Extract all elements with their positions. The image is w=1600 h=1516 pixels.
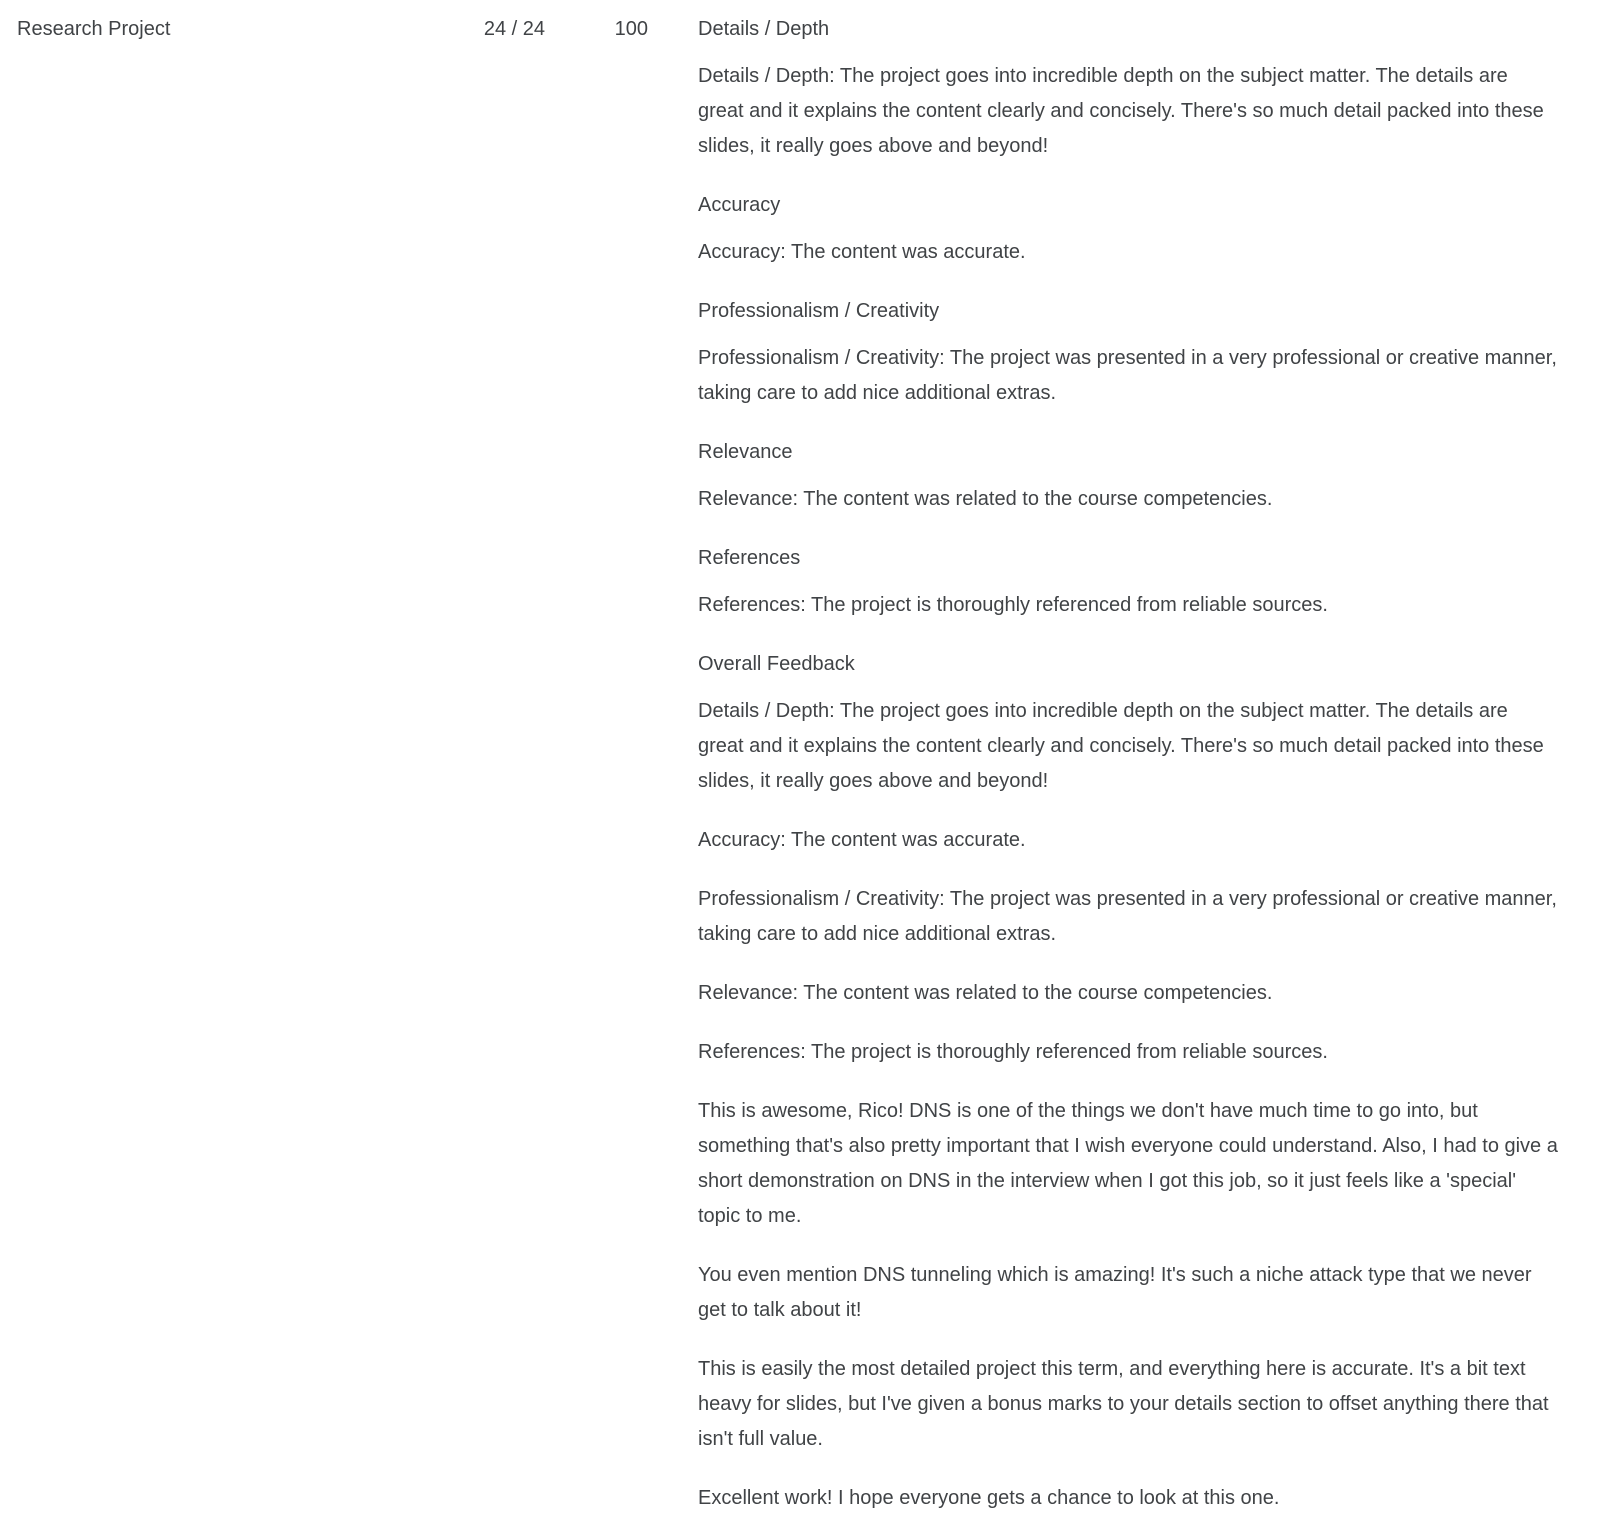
feedback-section-heading: Relevance — [698, 441, 793, 463]
feedback-paragraph: Professionalism / Creativity: The project was presented in a very professional or creative manner, taking care to add nice additional extras. — [698, 888, 1557, 945]
feedback-paragraph: Professionalism / Creativity: The project was presented in a very professional or creative manner, taking care to add nice additional extras. — [698, 347, 1557, 404]
feedback-paragraph: Accuracy: The content was accurate. — [698, 241, 1026, 263]
feedback-section-heading: References — [698, 547, 801, 569]
feedback-paragraph: Excellent work! I hope everyone gets a chance to look at this one. — [698, 1487, 1280, 1509]
feedback-paragraph: This is easily the most detailed project this term, and everything here is accurate. It's a bit text heavy for slides, but I've given a bonus marks to your details section to offset anything there that isn't full value. — [698, 1358, 1549, 1450]
feedback-paragraph: References: The project is thoroughly referenced from reliable sources. — [698, 594, 1328, 616]
feedback-paragraph: Accuracy: The content was accurate. — [698, 829, 1026, 851]
feedback-section-heading: Overall Feedback — [698, 653, 855, 675]
grade-points-value: 24 / 24 — [483, 18, 545, 40]
feedback-section-heading: Accuracy — [698, 194, 781, 216]
feedback-column — [698, 12, 1558, 1516]
feedback-paragraph: You even mention DNS tunneling which is amazing! It's such a niche attack type that we never get to talk about it! — [698, 1264, 1532, 1321]
feedback-paragraph: This is awesome, Rico! DNS is one of the things we don't have much time to go into, but something that's also pretty important that I wish everyone could understand. Also, I had to give a short demonstration on DNS in the interview when I got this job, so it just feels like a 'special' topic to me. — [698, 1100, 1558, 1227]
feedback-paragraph: Details / Depth: The project goes into incredible depth on the subject matter. The details are great and it explains the content clearly and concisely. There's so much detail packed into these slides, it really goes above and beyond! — [698, 65, 1544, 157]
feedback-paragraph: References: The project is thoroughly referenced from reliable sources. — [698, 1041, 1328, 1063]
grade-item-name: Research Project — [17, 18, 171, 40]
feedback-paragraph: Relevance: The content was related to the course competencies. — [698, 488, 1273, 510]
feedback-section-heading: Details / Depth — [698, 18, 830, 40]
grade-percentage-value: 100 — [614, 18, 648, 40]
feedback-paragraph: Details / Depth: The project goes into incredible depth on the subject matter. The details are great and it explains the content clearly and concisely. There's so much detail packed into these slides, it really goes above and beyond! — [698, 700, 1544, 792]
feedback-section-heading: Professionalism / Creativity — [698, 300, 940, 322]
feedback-paragraph: Relevance: The content was related to the course competencies. — [698, 982, 1273, 1004]
